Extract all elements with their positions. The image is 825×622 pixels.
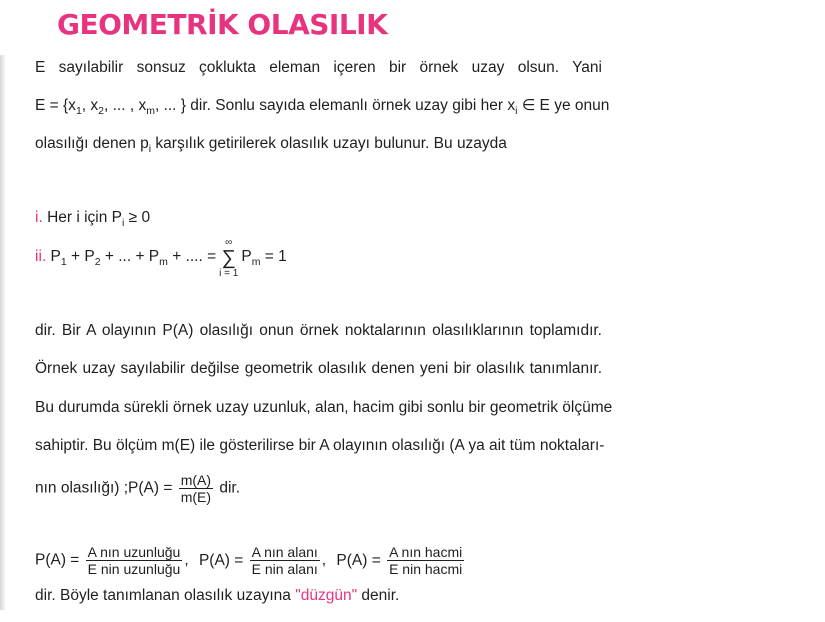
paragraph-line: nın olasılığı) ;P(A) = $\frac{m(A)}{m(E)}$ dir. [35,472,241,505]
fraction: $\frac{\text{A nın alanı}}{\text{E nin alanı}}$ [251,544,318,577]
list-item: ii. $P_1 + P_2$ + ... + $P_m$ + .... = ∞ ∑ i = 1 $P_m = 1$ [35,237,287,279]
paragraph-line: Bu durumda sürekli örnek uzay uzunluk, alan, hacim gibi sonlu bir geometrik ölçüme [35,399,613,416]
paragraph-line: olasılığı denen $p_i$ karşılık getirilerek olasılık uzayı bulunur. Bu uzayda [35,135,507,155]
summation: ∞ ∑ i = 1 [219,237,239,279]
paragraph-line: E sayılabilir sonsuz çoklukta eleman içeren bir örnek uzay olsun. Yani [35,59,602,76]
fraction: $\frac{\text{A nın uzunluğu}}{\text{E nin uzunluğu}}$ [87,544,181,577]
paragraph-line: dir. Bir A olayının P(A) olasılığı onun örnek noktalarının olasılıklarının toplamıdır. [35,322,602,339]
paragraph-line: $E = \{x_1$, $x_2$, ... , $x_m$, ... } dir. Sonlu sayıda elemanlı örnek uzay gibi her $x_i$ ∈ E ye onun [35,97,610,117]
list-label: ii. [35,248,47,266]
fraction: $\frac{m(A)}{m(E)}$ [180,472,212,505]
list-item: i. Her i için $P_i \ge 0$ [35,209,151,229]
list-label: i. [35,209,43,226]
paragraph-line: Örnek uzay sayılabilir değilse geometrik olasılık denen yeni bir olasılık tanımlanır. [35,360,602,377]
page-title: GEOMETRİK OLASILIK [57,8,388,41]
highlight-term: "düzgün" [295,587,358,604]
paragraph-line: dir. Böyle tanımlanan olasılık uzayına "düzgün" denir. [35,587,400,604]
paragraph-line: sahiptir. Bu ölçüm m(E) ile gösterilirse bir A olayının olasılığı (A ya ait tüm noktaları- [35,437,605,454]
left-margin-bar [0,55,6,610]
formula-row: P(A) = $\frac{\text{A nın uzunluğu}}{\text{E nin uzunluğu}}$ , P(A) = $\frac{\text{A nın alanı}}{\text{E nin alanı}}$ , P(A) = $\frac{\text{A nın hacmi}}{\text{E nin hacmi}}$ [35,544,463,577]
fraction: $\frac{\text{A nın hacmi}}{\text{E nin hacmi}}$ [389,544,463,577]
